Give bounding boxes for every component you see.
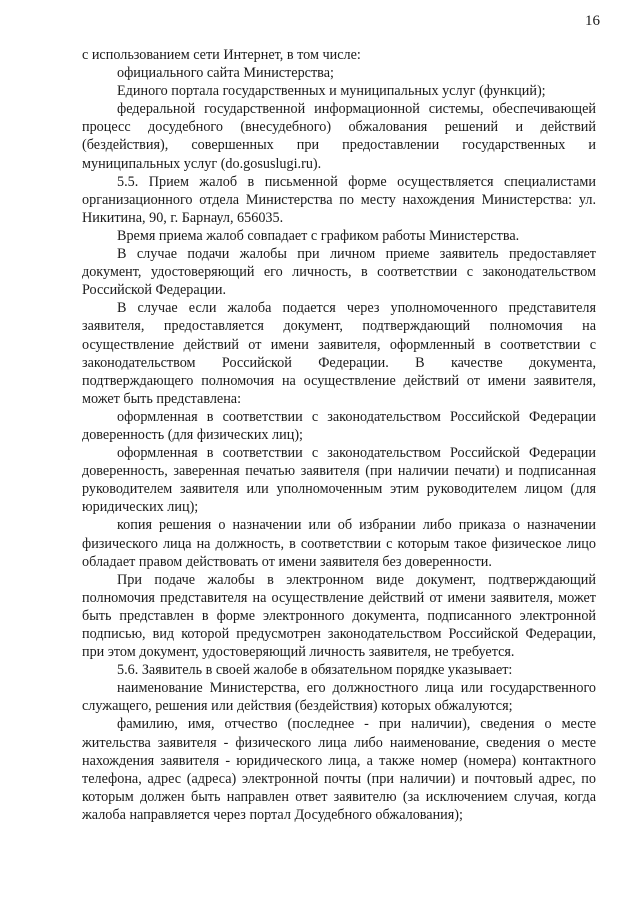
page-number: 16 [585, 13, 600, 29]
paragraph-electronic-submission: При подаче жалобы в электронном виде документ, подтверждающий полномочия представителя на осуществление действий от имени заявителя, может быть представлен в форме электронного документа, подписанного электронной подписью, вид которой предусмотрен законодательством Российской Федерации, при этом документ, удостоверяющий личность заявителя, не требуется. [82, 571, 596, 661]
document-body [82, 46, 596, 824]
paragraph-ministry-name: наименование Министерства, его должностного лица или государственного служащего, решения или действия (бездействия) которых обжалуются; [82, 680, 596, 715]
paragraph-official-site: официального сайта Министерства; [117, 65, 334, 82]
paragraph-section-5-6: 5.6. Заявитель в своей жалобе в обязательном порядке указывает: [117, 662, 513, 679]
paragraph-federal-system: федеральной государственной информационной системы, обеспечивающей процесс досудебного (внесудебного) обжалования решений и действий (бездействия), совершенных при предоставлении государственных и муниципальных услуг (do.gosuslugi.ru). [82, 101, 596, 172]
paragraph-power-of-attorney-individuals: оформленная в соответствии с законодательством Российской Федерации доверенность (для физических лиц); [82, 408, 596, 443]
paragraph-appointment-decision: копия решения о назначении или об избрании либо приказа о назначении физического лица на должность, в соответствии с которым такое физическое лицо обладает правом действовать от имени заявителя без доверенности. [82, 517, 596, 570]
paragraph-personal-reception: В случае подачи жалобы при личном приеме заявитель предоставляет документ, удостоверяющий его личность, в соответствии с законодательством Российской Федерации. [82, 246, 596, 299]
paragraph-applicant-details: фамилию, имя, отчество (последнее - при наличии), сведения о месте жительства заявителя - физического лица либо наименование, сведения о месте нахождения заявителя - юридического лица, а также номер (номера) контактного телефона, адрес (адреса) электронной почты (при наличии) и почтовый адрес, по которым должен быть направлен ответ заявителю (за исключением случая, когда жалоба направляется через портал Досудебного обжалования); [82, 716, 596, 823]
paragraph-representative: В случае если жалоба подается через уполномоченного представителя заявителя, предоставляется документ, подтверждающий полномочия на осуществление действий от имени заявителя, оформленный в соответствии с законодательством Российской Федерации. В качестве документа, подтверждающего полномочия на осуществление действий от имени заявителя, может быть представлена: [82, 300, 596, 407]
paragraph-section-5-5: 5.5. Прием жалоб в письменной форме осуществляется специалистами организационного отдела Министерства по месту нахождения Министерства: ул. Никитина, 90, г. Барнаул, 656035. [82, 173, 596, 226]
paragraph-reception-time: Время приема жалоб совпадает с графиком работы Министерства. [117, 227, 520, 244]
paragraph-power-of-attorney-legal: оформленная в соответствии с законодательством Российской Федерации доверенность, заверенная печатью заявителя (при наличии печати) и подписанная руководителем заявителя или уполномоченным этим руководителем лицом (для юридических лиц); [82, 445, 596, 516]
paragraph-unified-portal: Единого портала государственных и муниципальных услуг (функций); [117, 83, 546, 100]
paragraph-internet-intro: с использованием сети Интернет, в том числе: [82, 47, 361, 63]
